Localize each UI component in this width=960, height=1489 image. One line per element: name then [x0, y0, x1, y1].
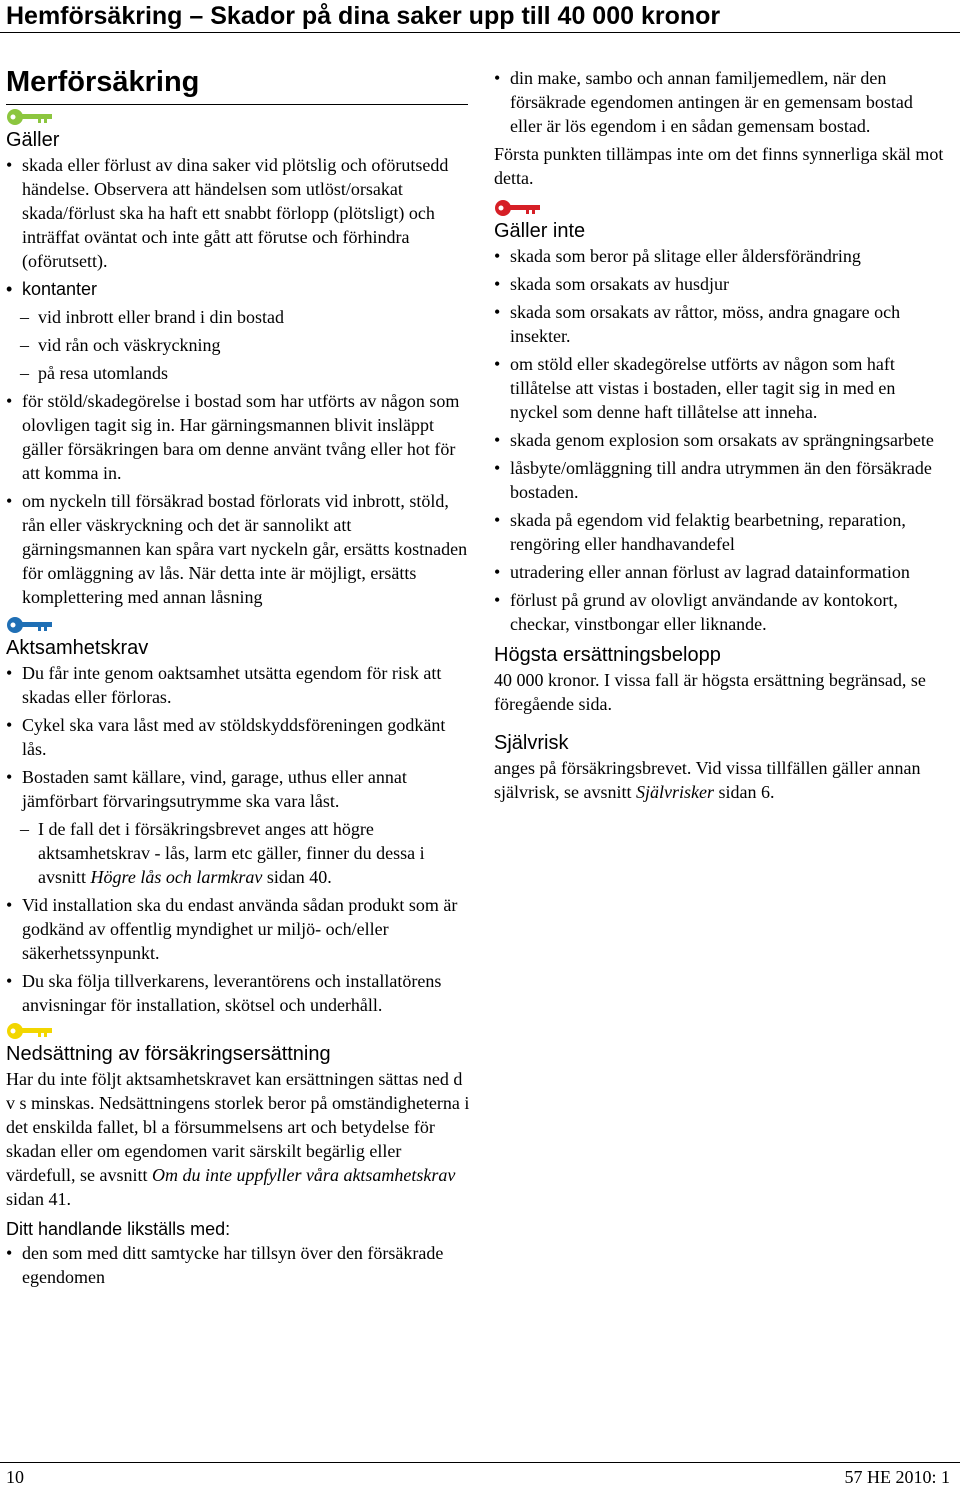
- aktsamhet-list: [6, 661, 472, 1017]
- nedsattning-paragraph: [6, 1067, 472, 1211]
- aktsamhet-heading: Aktsamhetskrav: [6, 637, 149, 659]
- hogsta-heading: Högsta ersättningsbelopp: [494, 644, 721, 666]
- page-header: [0, 0, 960, 33]
- list-item: • kontanter: [6, 277, 472, 301]
- list-item: • skada eller förlust av dina saker vid plötslig och oförutsedd händelse. Observera att händelsen som utlöst/orsakat skada/förlust ska ha haft ett snabbt förlopp (plötsligt) och inträffat oväntat och inte gått att förutse och förhindra (oförutsett).: [6, 153, 472, 273]
- list-item: • den som med ditt samtycke har tillsyn över den försäkrade egendomen: [6, 1241, 472, 1289]
- list-item: • förlust på grund av olovligt användande av kontokort, checkar, vinstbongar eller liknande.: [494, 588, 944, 636]
- text-span: sidan 41.: [6, 1189, 71, 1209]
- hogsta-text: 40 000 kronor. I vissa fall är högsta ersättning begränsad, se föregående sida.: [494, 670, 926, 714]
- list-item: • skada genom explosion som orsakats av sprängningsarbete: [494, 428, 944, 452]
- page-number: 10: [6, 1467, 24, 1487]
- list-item: • skada som beror på slitage eller åldersförändring: [494, 244, 944, 268]
- sjalvrisk-text: [494, 756, 944, 804]
- forsta-paragraph: Första punkten tillämpas inte om det finns synnerliga skäl mot detta.: [494, 144, 944, 188]
- reference-link-text: Om du inte uppfyller våra aktsamhetskrav: [151, 1165, 456, 1185]
- list-item: • Cykel ska vara låst med av stöldskyddsföreningen godkänt lås.: [6, 713, 472, 761]
- list-item: • din make, sambo och annan familjemedlem, när den försäkrade egendomen antingen är en gemensam bostad eller är lös egendom i en sådan gemensam bostad.: [494, 66, 944, 138]
- likstalls-text: Ditt handlande likställs med:: [6, 1219, 231, 1239]
- left-column: [6, 62, 472, 1293]
- list-item: • Du får inte genom oaktsamhet utsätta egendom för risk att skadas eller förloras.: [6, 661, 472, 709]
- list-item: • om nyckeln till försäkrad bostad förlorats vid inbrott, stöld, rån eller väskryckning och det är sannolikt att gärningsmannen kan spåra vart nyckeln går, ersätts kostnaden för omläggning av lås. När detta inte är möjligt, ersätts komplettering med annan låsning: [6, 489, 472, 609]
- list-item: • Bostaden samt källare, vind, garage, uthus eller annat jämförbart förvaringsutrymme ska vara låst.: [6, 765, 472, 813]
- galler-inte-heading: Gäller inte: [494, 220, 586, 242]
- page-footer: [0, 1462, 960, 1487]
- list-item: • skada som orsakats av råttor, möss, andra gnagare och insekter.: [494, 300, 944, 348]
- galler-heading: Gäller: [6, 129, 60, 151]
- nedsattning-heading: Nedsättning av försäkringsersättning: [6, 1043, 331, 1065]
- text-span: anges på försäkringsbrevet. Vid vissa tillfällen gäller annan självrisk, se avsnitt: [494, 758, 921, 802]
- list-item: • låsbyte/omläggning till andra utrymmen än den försäkrade bostaden.: [494, 456, 944, 504]
- list-subitem: – på resa utomlands: [6, 361, 472, 385]
- sjalvrisk-heading: Självrisk: [494, 732, 569, 754]
- list-item: • om stöld eller skadegörelse utförts av någon som haft tillåtelse att vistas i bostaden, eller tagit sig in med en nyckel som denne haft tillåtelse att inneha.: [494, 352, 944, 424]
- galler-list: [6, 153, 472, 609]
- document-code: 57 HE 2010: 1: [844, 1467, 950, 1487]
- likstalls-list: [6, 1241, 472, 1289]
- key-icon-yellow: [6, 1021, 54, 1041]
- text-span: Har du inte följt aktsamhetskravet kan ersättningen sättas ned d v s minskas. Nedsättningens storlek beror på omständigheterna i det enskilda fallet, bl a försummelsens art och betydelse för skadan eller om egendomen varit särskilt begärlig eller värdefull, se avsnitt: [6, 1069, 470, 1185]
- reference-link-text: Självrisker: [636, 782, 714, 802]
- right-column: [494, 66, 944, 804]
- key-icon-blue: [6, 615, 54, 635]
- text-span: I de fall det i försäkringsbrevet anges att högre aktsamhetskrav - lås, larm etc gäller, finner du dessa i avsnitt: [38, 819, 425, 887]
- page-title: Hemförsäkring – Skador på dina saker upp till 40 000 kronor: [6, 2, 721, 30]
- list-item: • Du ska följa tillverkarens, leverantörens och installatörens anvisningar för installation, skötsel och underhåll.: [6, 969, 472, 1017]
- text-span: sidan 6.: [714, 782, 775, 802]
- key-icon-green: [6, 107, 54, 127]
- list-item: • Vid installation ska du endast använda sådan produkt som är godkänd av offentlig myndighet ur miljö- och/eller säkerhetssynpunkt.: [6, 893, 472, 965]
- section-title: Merförsäkring: [6, 62, 468, 105]
- continued-list: [494, 66, 944, 138]
- key-icon-red: [494, 198, 542, 218]
- text-span: sidan 40.: [262, 867, 332, 887]
- list-item: • skada som orsakats av husdjur: [494, 272, 944, 296]
- galler-inte-list: [494, 244, 944, 636]
- reference-link-text: Högre lås och larmkrav: [90, 867, 263, 887]
- list-item: • för stöld/skadegörelse i bostad som har utförts av någon som olovligen tagit sig in. Har gärningsmannen blivit insläppt gäller försäkringen bara om denne använt tvång eller hot för att komma in.: [6, 389, 472, 485]
- list-subitem: – vid inbrott eller brand i din bostad: [6, 305, 472, 329]
- list-subitem: [6, 817, 472, 889]
- list-item: • utradering eller annan förlust av lagrad datainformation: [494, 560, 944, 584]
- list-subitem: – vid rån och väskryckning: [6, 333, 472, 357]
- list-item: • skada på egendom vid felaktig bearbetning, reparation, rengöring eller handhavandefel: [494, 508, 944, 556]
